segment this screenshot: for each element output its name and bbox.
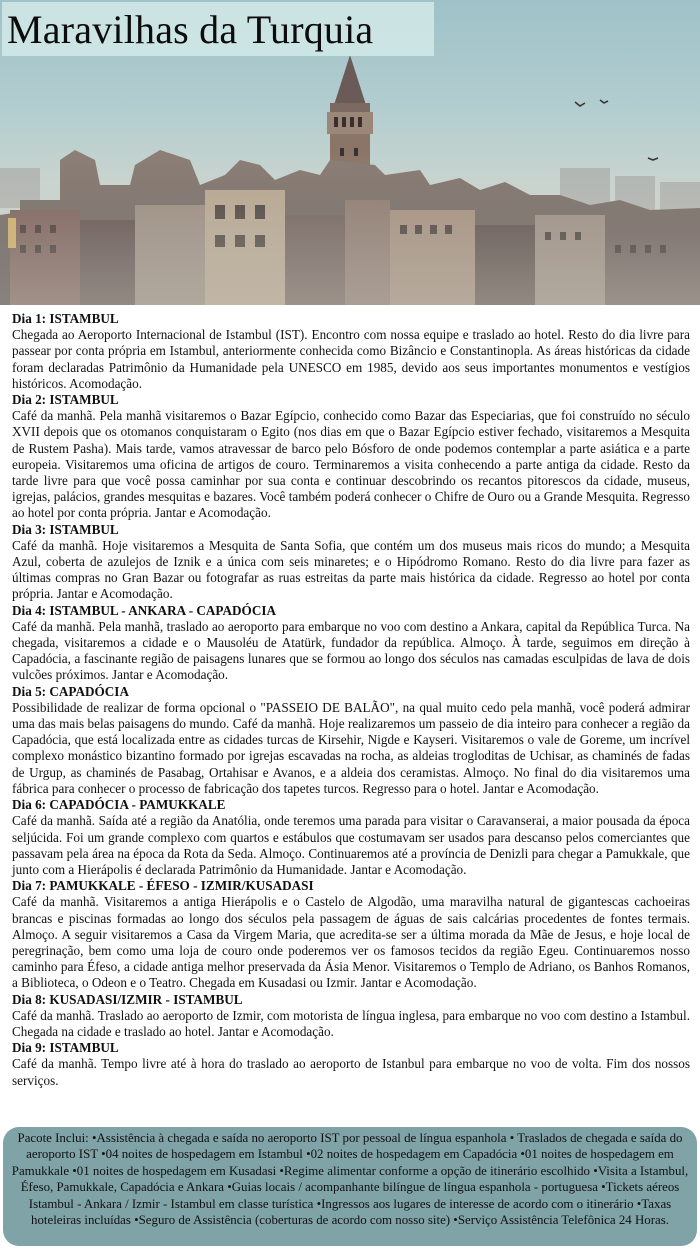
- day-description: Possibilidade de realizar de forma opcional o "PASSEIO DE BALÃO", na qual muito cedo pela manhã, você poderá admirar uma das mais belas paisagens do mundo. Café da manhã. Hoje realizaremos um passeio de dia inteiro para conhecer a região da Capadócia, que está localizada entre as cidades turcas de Kirsehir, Nigde e Kayseri. Visitaremos o vale de Goreme, um incrível complexo monástico bizantino formado por igrejas escavadas na rocha, as aldeias trogloditas de Uchisar, as chaminés de fadas de Urgup, as chaminés de Pasabag, Ortahisar e Avanos, e a aldeia dos ceramistas. Almoço. No final do dia visitaremos uma fábrica para conhecer o processo de fabricação dos tapetes turcos. Regresso para o hotel. Jantar e Acomodação.: [12, 699, 690, 796]
- day-title: Dia 9: ISTAMBUL: [12, 1040, 119, 1056]
- day-section: [12, 992, 690, 1041]
- day-section: [12, 603, 690, 684]
- hero-image: [0, 0, 700, 305]
- day-description: Café da manhã. Hoje visitaremos a Mesquita de Santa Sofia, que contém um dos museus mais ricos do mundo; a Mesquita Azul, coberta de azulejos de Iznik e a única com seis minaretes; e o Hipódromo Romano. Resto do dia livre para fazer as últimas compras no Gran Bazar ou fotografar as ruas estreitas da parte mais histórica da cidade. Regresso ao hotel por conta própria. Jantar e Acomodação.: [12, 537, 690, 602]
- day-section: [12, 392, 690, 522]
- day-section: [12, 1040, 690, 1089]
- day-section: [12, 522, 690, 603]
- day-title: Dia 6: CAPADÓCIA - PAMUKKALE: [12, 797, 226, 813]
- day-title: Dia 4: ISTAMBUL - ANKARA - CAPADÓCIA: [12, 602, 276, 618]
- day-title: Dia 3: ISTAMBUL: [12, 521, 119, 537]
- day-section: [12, 311, 690, 392]
- day-description: Café da manhã. Saída até a região da Anatólia, onde teremos uma parada para visitar o Caravanserai, a maior pousada da época seljúcida. Foi um grande complexo com quartos e estábulos que costumavam ser usados para descanso pelos comerciantes que passavam pela área na época da Rota da Seda. Almoço. Continuaremos até a província de Denizli para chegar a Pamukkale, que junto com a Hierápolis é declarada Patrimônio da Humanidade. Jantar e Acomodação.: [12, 813, 690, 877]
- day-section: [12, 797, 690, 878]
- day-description: Café da manhã. Visitaremos a antiga Hierápolis e o Castelo de Algodão, uma maravilha natural de gigantescas cachoeiras brancas e piscinas formadas ao longo dos séculos pela passagem de águas de sais calcárias procedentes de fontes termais. Almoço. A seguir visitaremos a Casa da Virgem Maria, que acredita-se ser a última morada da Mãe de Jesus, e hoje local de peregrinação, bem como uma loja de couro onde poderemos ver os famosos tecidos da região Egeu. Continuaremos nosso caminho para Éfeso, a cidade antiga melhor preservada da Ásia Menor. Visitaremos o Templo de Adriano, os Banhos Romanos, a Biblioteca, o Odeon e o Teatro. Chegada em Kusadasi ou Izmir. Jantar e Acomodação.: [12, 894, 690, 991]
- day-description: Café da manhã. Traslado ao aeroporto de Izmir, com motorista de língua inglesa, para embarque no voo com destino a Istambul. Chegada na cidade e traslado ao hotel. Jantar e Acomodação.: [12, 1007, 690, 1039]
- day-section: [12, 684, 690, 797]
- day-description: Chegada ao Aeroporto Internacional de Istambul (IST). Encontro com nossa equipe e traslado ao hotel. Resto do dia livre para passear por conta própria em Istambul, anteriormente conhecida como Bizâncio e Constantinopla. As áreas históricas da cidade foram declaradas Patrimônio da Humanidade pela UNESCO em 1985, devido aos seus importantes monumentos e vestígios históricos. Acomodação.: [12, 327, 690, 391]
- day-description: Café da manhã. Tempo livre até à hora do traslado ao aeroporto de Istanbul para embarque no voo de volta. Fim dos nossos serviços.: [12, 1056, 690, 1088]
- page-title: Maravilhas da Turquia: [7, 6, 374, 52]
- day-title: Dia 2: ISTAMBUL: [12, 392, 119, 408]
- day-title: Dia 8: KUSADASI/IZMIR - ISTAMBUL: [12, 991, 243, 1007]
- day-description: Café da manhã. Pela manhã, traslado ao aeroporto para embarque no voo com destino a Ankara, capital da República Turca. Na chegada, visitaremos a cidade e o Mausoléu de Atatürk, fundador da república. Almoço. À tarde, seguimos em direção à Capadócia, a fascinante região de paisagens lunares que se formou ao longo dos séculos nas camadas esculpidas de lava de dois vulcões próximos. Jantar e Acomodação.: [12, 618, 690, 683]
- day-title: Dia 5: CAPADÓCIA: [12, 683, 129, 699]
- day-title: Dia 7: PAMUKKALE - ÉFESO - IZMIR/KUSADASI: [12, 878, 314, 894]
- day-section: [12, 878, 690, 991]
- package-includes-text: Pacote Inclui: •Assistência à chegada e saída no aeroporto IST por pessoal de língua espanhola • Traslados de chegada e saída do aeroporto IST •04 noites de hospedagem em Istambul •02 noites de hospedagem em Capadócia •01 noites de hospedagem em Pamukkale •01 noites de hospedagem em Kusadasi •Regime alimentar conforme a opção de itinerário escolhido •Visita a Istambul, Éfeso, Pamukkale, Capadócia e Ankara •Guias locais / acompanhante bilíngue de língua espanhola - portuguesa •Tickets aéreos Istambul - Ankara / Izmir - Istambul em classe turística •Ingressos aos lugares de interesse de acordo com o itinerário •Taxas hoteleiras incluídas •Seguro de Assistência (coberturas de acordo com nosso site) •Serviço Assistência Telefônica 24 Horas.: [11, 1131, 689, 1228]
- package-includes-box: [3, 1127, 697, 1246]
- day-description: Café da manhã. Pela manhã visitaremos o Bazar Egípcio, conhecido como Bazar das Especiarias, que foi construído no século XVII depois que os otomanos conquistaram o Egito (nos dias em que o Bazar Egípcio estiver fechado, visitaremos a Mesquita de Rustem Pasha). Mais tarde, vamos atravessar de barco pelo Bósforo de onde podemos contemplar a parte asiática e a parte europeia. Visitaremos uma oficina de artigos de couro. Terminaremos a visita conhecendo a parte antiga da cidade. Resto da tarde livre para que você possa caminhar por sua conta e continuar descobrindo os recantos pitorescos da cidade, museus, igrejas, palácios, grandes mesquitas e bazares. Você também poderá conhecer o Chifre de Ouro ou a Grande Mesquita. Regresso ao hotel por conta própria. Jantar e Acomodação.: [12, 408, 690, 521]
- day-title: Dia 1: ISTAMBUL: [12, 311, 119, 326]
- title-box: [2, 2, 434, 56]
- itinerary: [12, 311, 690, 1089]
